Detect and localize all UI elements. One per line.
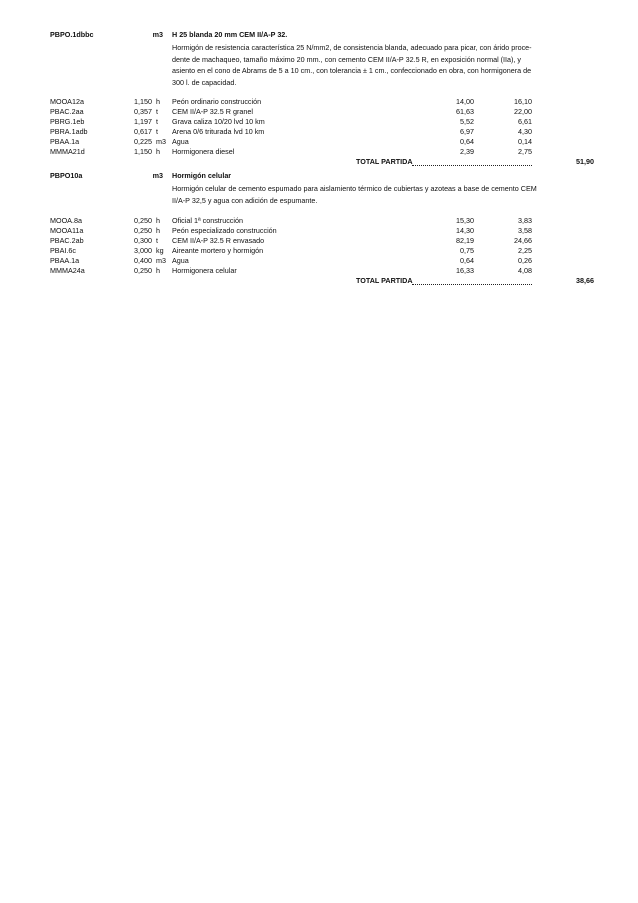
component-amount: 2,75	[518, 147, 532, 156]
component-qty: 0,250	[134, 226, 152, 235]
component-code: PBAC.2ab	[50, 236, 84, 245]
total-label: TOTAL PARTIDA	[356, 157, 413, 166]
table-row	[0, 267, 638, 277]
component-amount: 24,66	[514, 236, 532, 245]
component-code: MOOA.8a	[50, 216, 82, 225]
table-row	[0, 118, 638, 128]
component-price: 61,63	[456, 107, 474, 116]
description-line: Hormigón celular de cemento espumado para aislamiento térmico de cubiertas y azoteas a base de cemento CEM	[172, 184, 537, 193]
component-price: 0,64	[460, 256, 474, 265]
total-label: TOTAL PARTIDA	[356, 276, 413, 285]
component-amount: 3,83	[518, 216, 532, 225]
component-price: 5,52	[460, 117, 474, 126]
component-code: PBAC.2aa	[50, 107, 84, 116]
component-desc: Oficial 1ª construcción	[172, 216, 243, 225]
component-unit: t	[156, 117, 158, 126]
description-line: asiento en el cono de Abrams de 5 a 10 cm., con tolerancia ± 1 cm., confeccionado en obra, con hormigonera de	[172, 66, 532, 76]
table-row	[0, 128, 638, 138]
component-amount: 0,26	[518, 256, 532, 265]
total-value: 38,66	[576, 276, 594, 285]
component-qty: 1,150	[134, 97, 152, 106]
item-description	[172, 42, 540, 88]
item-code: PBPO.1dbbc	[50, 30, 94, 39]
component-unit: h	[156, 266, 160, 275]
table-row	[0, 98, 638, 108]
component-unit: kg	[156, 246, 164, 255]
item-description	[172, 183, 540, 206]
component-qty: 0,225	[134, 137, 152, 146]
component-unit: h	[156, 97, 160, 106]
component-qty: 0,617	[134, 127, 152, 136]
component-desc: CEM II/A-P 32.5 R envasado	[172, 236, 265, 245]
table-row	[0, 138, 638, 148]
component-amount: 6,61	[518, 117, 532, 126]
table-row	[0, 148, 638, 158]
total-row	[0, 158, 638, 168]
table-row	[0, 257, 638, 267]
component-unit: h	[156, 147, 160, 156]
table-row	[0, 247, 638, 257]
component-price: 16,33	[456, 266, 474, 275]
component-code: MOOA12a	[50, 97, 84, 106]
component-price: 14,30	[456, 226, 474, 235]
table-row	[0, 108, 638, 118]
component-code: PBAA.1a	[50, 256, 80, 265]
component-price: 14,00	[456, 97, 474, 106]
component-desc: Peón ordinario construcción	[172, 97, 262, 106]
description-line: Hormigón de resistencia característica 25 N/mm2, de consistencia blanda, adecuado para picar, con árido proce-	[172, 43, 532, 52]
component-qty: 0,400	[134, 256, 152, 265]
component-price: 15,30	[456, 216, 474, 225]
component-unit: m3	[156, 137, 166, 146]
component-price: 0,75	[460, 246, 474, 255]
component-amount: 4,08	[518, 266, 532, 275]
component-amount: 16,10	[514, 97, 532, 106]
item-unit: m3	[152, 30, 163, 39]
component-code: PBRA.1adb	[50, 127, 88, 136]
component-amount: 2,25	[518, 246, 532, 255]
component-unit: t	[156, 107, 158, 116]
component-code: PBRG.1eb	[50, 117, 85, 126]
component-desc: Hormigonera diesel	[172, 147, 235, 156]
table-row	[0, 237, 638, 247]
component-desc: Agua	[172, 137, 189, 146]
component-amount: 0,14	[518, 137, 532, 146]
component-desc: Hormigonera celular	[172, 266, 237, 275]
component-code: PBAA.1a	[50, 137, 80, 146]
component-price: 82,19	[456, 236, 474, 245]
component-code: MOOA11a	[50, 226, 84, 235]
component-amount: 4,30	[518, 127, 532, 136]
component-unit: t	[156, 236, 158, 245]
component-desc: Agua	[172, 256, 189, 265]
component-price: 6,97	[460, 127, 474, 136]
description-line: 300 l. de capacidad.	[172, 77, 237, 87]
table-row	[0, 217, 638, 227]
component-unit: h	[156, 216, 160, 225]
description-line: dente de machaqueo, tamaño máximo 20 mm., con cemento CEM II/A-P 32.5 R, en exposición normal (IIa), y	[172, 54, 522, 64]
component-amount: 3,58	[518, 226, 532, 235]
component-code: MMMA24a	[50, 266, 85, 275]
component-unit: m3	[156, 256, 166, 265]
item-title: H 25 blanda 20 mm CEM II/A-P 32.	[172, 30, 288, 39]
component-qty: 1,150	[134, 147, 152, 156]
component-desc: Arena 0/6 triturada lvd 10 km	[172, 127, 265, 136]
component-desc: Grava caliza 10/20 lvd 10 km	[172, 117, 265, 126]
description-line: II/A-P 32,5 y agua con adición de espumante.	[172, 195, 318, 205]
component-price: 2,39	[460, 147, 474, 156]
component-qty: 0,250	[134, 216, 152, 225]
component-qty: 3,000	[134, 246, 152, 255]
leader-dots	[412, 277, 532, 285]
item-unit: m3	[152, 171, 163, 180]
component-qty: 0,357	[134, 107, 152, 116]
component-amount: 22,00	[514, 107, 532, 116]
component-qty: 0,300	[134, 236, 152, 245]
item-code: PBPO10a	[50, 171, 83, 180]
component-unit: t	[156, 127, 158, 136]
total-value: 51,90	[576, 157, 594, 166]
total-row	[0, 277, 638, 287]
table-row	[0, 227, 638, 237]
component-qty: 1,197	[134, 117, 152, 126]
component-desc: CEM II/A-P 32.5 R granel	[172, 107, 253, 116]
component-price: 0,64	[460, 137, 474, 146]
component-desc: Aireante mortero y hormigón	[172, 246, 264, 255]
component-code: PBAI.6c	[50, 246, 76, 255]
item-title: Hormigón celular	[172, 171, 232, 180]
component-desc: Peón especializado construcción	[172, 226, 277, 235]
leader-dots	[412, 158, 532, 166]
component-qty: 0,250	[134, 266, 152, 275]
component-unit: h	[156, 226, 160, 235]
component-code: MMMA21d	[50, 147, 85, 156]
